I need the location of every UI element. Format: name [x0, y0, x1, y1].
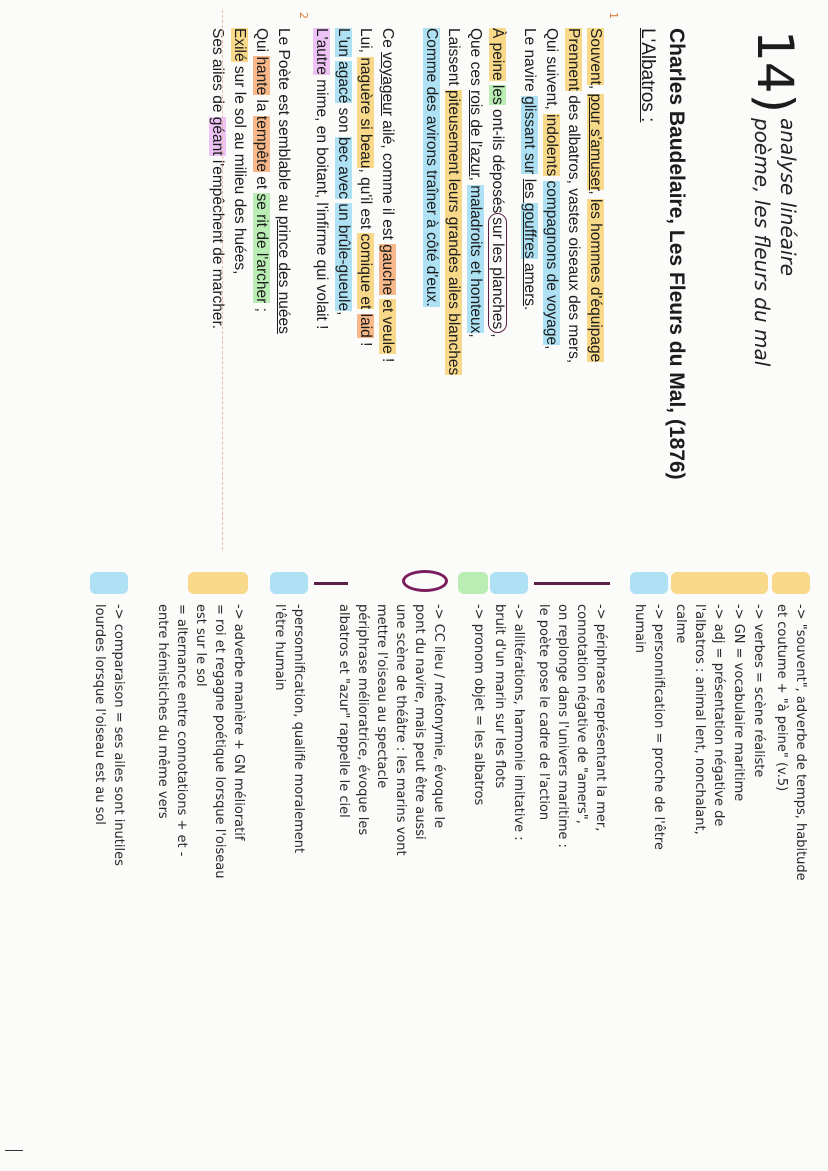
stanza-3	[310, 28, 398, 362]
note-line: l'être humain	[272, 604, 287, 691]
purple-circle-mark	[402, 570, 448, 592]
note-line: pont du navire, mais peut être aussi	[412, 604, 427, 840]
hl-piteusement: piteusement leurs grandes ailes blanches	[445, 90, 462, 376]
note-text	[90, 604, 128, 1159]
note-line: -> adverbe manière + GN mélioratif	[231, 604, 246, 841]
hl-laid: laid	[357, 313, 374, 338]
verse-line: Ses ailes de géant l'empêchent de marcher.	[209, 28, 226, 330]
hl-indolents: indolents	[543, 114, 560, 177]
highlighter-swatch	[270, 572, 308, 594]
hl-hommes: les hommes d'équipage	[587, 199, 604, 363]
note-line: une scène de théâtre : les marins vont	[393, 604, 408, 856]
hl-souvent: Souvent	[587, 28, 604, 85]
poem-title: Charles Baudelaire, Les Fleurs du Mal, (1876)	[665, 28, 688, 480]
verse-line: Prennent des albatros, vastes oiseaux des mers,	[565, 28, 582, 364]
note-text	[729, 604, 748, 1159]
hl-lautre: L'autre	[313, 28, 330, 75]
note-text	[469, 604, 488, 1159]
note-text	[334, 604, 448, 1159]
hl-comme-avirons: Comme des avirons traîner à côté d'eux.	[423, 28, 440, 307]
note-text	[534, 604, 610, 1159]
note-line: -> pronom objet = les albatros	[471, 604, 486, 806]
note-line: on replonge dans l'univers maritime :	[555, 604, 570, 848]
hl-bec: bec avec	[335, 136, 352, 200]
exercise-number: 14)	[746, 30, 804, 114]
hl-compagnons: compagnons de voyage	[543, 180, 560, 346]
note-line: bruit d'un marin sur les flots	[492, 604, 507, 789]
stanza-separator	[222, 10, 223, 550]
note-text	[630, 604, 668, 1159]
note-line: et coutume + "à peine" (v.5)	[774, 604, 789, 792]
verse-line	[420, 28, 442, 375]
stanza-number: 2	[297, 12, 310, 19]
hl-tempete: tempête	[253, 115, 270, 172]
hl-naguere: naguère si beau	[357, 57, 374, 169]
note-text	[749, 604, 768, 1159]
note-line: -> CC lieu / métonymie, évoque le	[431, 604, 446, 829]
highlighter-swatch	[671, 572, 728, 594]
purple-bracket-mark	[534, 582, 610, 585]
hl-se-rit: se rit de l'archer	[253, 193, 270, 304]
hl-brule-gueule: un brûle-gueule	[335, 203, 352, 312]
stanza-number: 1	[607, 12, 620, 19]
hl-a-peine: À peine	[489, 28, 506, 81]
hl-prennent: Prennent	[565, 28, 582, 91]
highlighter-swatch	[188, 572, 248, 594]
verse-line: Qui hante la tempête et se rit de l'archer ;	[253, 28, 270, 312]
note-line: périphrase mélioratrice, évoque les	[355, 604, 370, 836]
note-text	[490, 604, 528, 1159]
highlighter-swatch	[490, 572, 528, 594]
verse-line: Qui suivent, indolents compagnons de voyage,	[543, 28, 560, 350]
note-text	[153, 604, 248, 1159]
purple-bracket-mark	[314, 582, 348, 585]
verse-line: Laissent piteusement leurs grandes ailes blanches	[445, 28, 462, 376]
note-line: l'albatros : animal lent, nonchalant,	[692, 604, 707, 835]
verse-line: Lui, naguère si beau, qu'il est comique et laid !	[357, 28, 374, 347]
hl-agace: agacé	[335, 61, 352, 104]
note-line: connotation négative de "amers",	[574, 604, 589, 824]
verse-line: À peine les ont-ils déposéssur les planches,	[489, 28, 506, 338]
header-line-2: poème, les fleurs du mal	[750, 118, 774, 367]
note-line: est sur le sol	[193, 604, 208, 687]
highlighter-swatch	[772, 572, 810, 594]
hl-prince: prince des nuées	[275, 215, 292, 334]
hl-lun: L'un	[335, 28, 352, 57]
note-line: entre hémistiches du même vers	[155, 604, 170, 819]
hl-glissant: glissant sur	[521, 96, 538, 175]
note-line: albatros et "azur" rappelle le ciel	[336, 604, 351, 818]
verse-line: Souvent, pour s'amuser, les hommes d'équipage	[587, 28, 604, 363]
hl-hante: hante	[253, 56, 270, 96]
hl-pour-samuser: pour s'amuser	[587, 93, 604, 191]
note-line: calme	[673, 604, 688, 644]
hl-geant: géant	[209, 116, 226, 156]
poem-subtitle: L'Albatros :	[637, 28, 658, 123]
note-line: humain	[632, 604, 647, 653]
hl-rois: rois de l'azur	[467, 90, 484, 177]
highlighter-swatch	[630, 572, 668, 594]
header-line-1: analyse linéaire	[776, 118, 800, 277]
note-line: -> allitérations, harmonie imitative :	[511, 604, 526, 841]
highlighter-swatch	[90, 572, 128, 594]
verse-line: L'autre mime, en boitant, l'infirme qui volait !	[313, 28, 330, 330]
note-line: le poète pose le cadre de l'action	[536, 604, 551, 821]
page-edge-mark	[5, 1150, 23, 1163]
note-text	[270, 604, 308, 1159]
verse-line: Ce voyageur ailé, comme il est gauche et veule !	[379, 28, 396, 363]
note-line: -> personnification = proche de l'être	[651, 604, 666, 850]
note-line: = alternance entre connotations + et -	[174, 604, 189, 857]
hl-maladroits: maladroits et honteux	[467, 185, 484, 334]
hl-veule: et veule	[379, 299, 396, 354]
stanza-2	[420, 28, 508, 375]
hl-gauche: gauche	[379, 244, 396, 296]
hl-sur-les-planches: sur les planches	[488, 213, 507, 333]
poem-column	[0, 0, 828, 560]
note-text	[671, 604, 728, 1159]
verse-line: Le Poète est semblable au prince des nuées	[275, 28, 292, 334]
note-line: = roi et regagne poétique lorsque l'oiseau	[212, 604, 227, 879]
hl-comique: comique et	[357, 233, 374, 310]
note-line: lourdes lorsque l'oiseau est au sol	[92, 604, 107, 825]
verse-line: Exilé sur le sol au milieu des huées,	[231, 28, 248, 275]
note-line: -> adj = présentation négative de	[711, 604, 726, 827]
notes-column	[0, 560, 828, 1171]
verse-line: Que ces rois de l'azur, maladroits et honteux,	[467, 28, 484, 338]
stanza-1	[518, 28, 606, 363]
stanza-4	[206, 28, 294, 334]
note-line: -personnification, qualifie moralement	[291, 604, 306, 854]
note-text	[772, 604, 810, 1159]
note-line: mettre l'oiseau au spectacle	[374, 604, 389, 789]
hl-les: les	[489, 84, 506, 105]
note-line: -> verbes = scène réaliste	[751, 604, 766, 778]
verse-line: Le navire glissant sur les gouffres amers.	[521, 28, 538, 311]
note-line: -> périphrase représentant la mer,	[593, 604, 608, 832]
note-line: -> GN = vocabulaire maritime	[731, 604, 746, 802]
note-line: -> comparaison = ses ailes sont inutiles	[111, 604, 126, 866]
highlighter-swatch	[458, 572, 488, 594]
hl-exile: Exilé	[231, 28, 248, 62]
note-line: -> "souvent", adverbe de temps, habitude	[793, 604, 808, 881]
hl-voyageur: voyageur	[379, 52, 396, 116]
hl-gouffres: les gouffres amers	[521, 178, 538, 307]
verse-line: L'un agacé son bec avec un brûle-gueule,	[335, 28, 352, 316]
